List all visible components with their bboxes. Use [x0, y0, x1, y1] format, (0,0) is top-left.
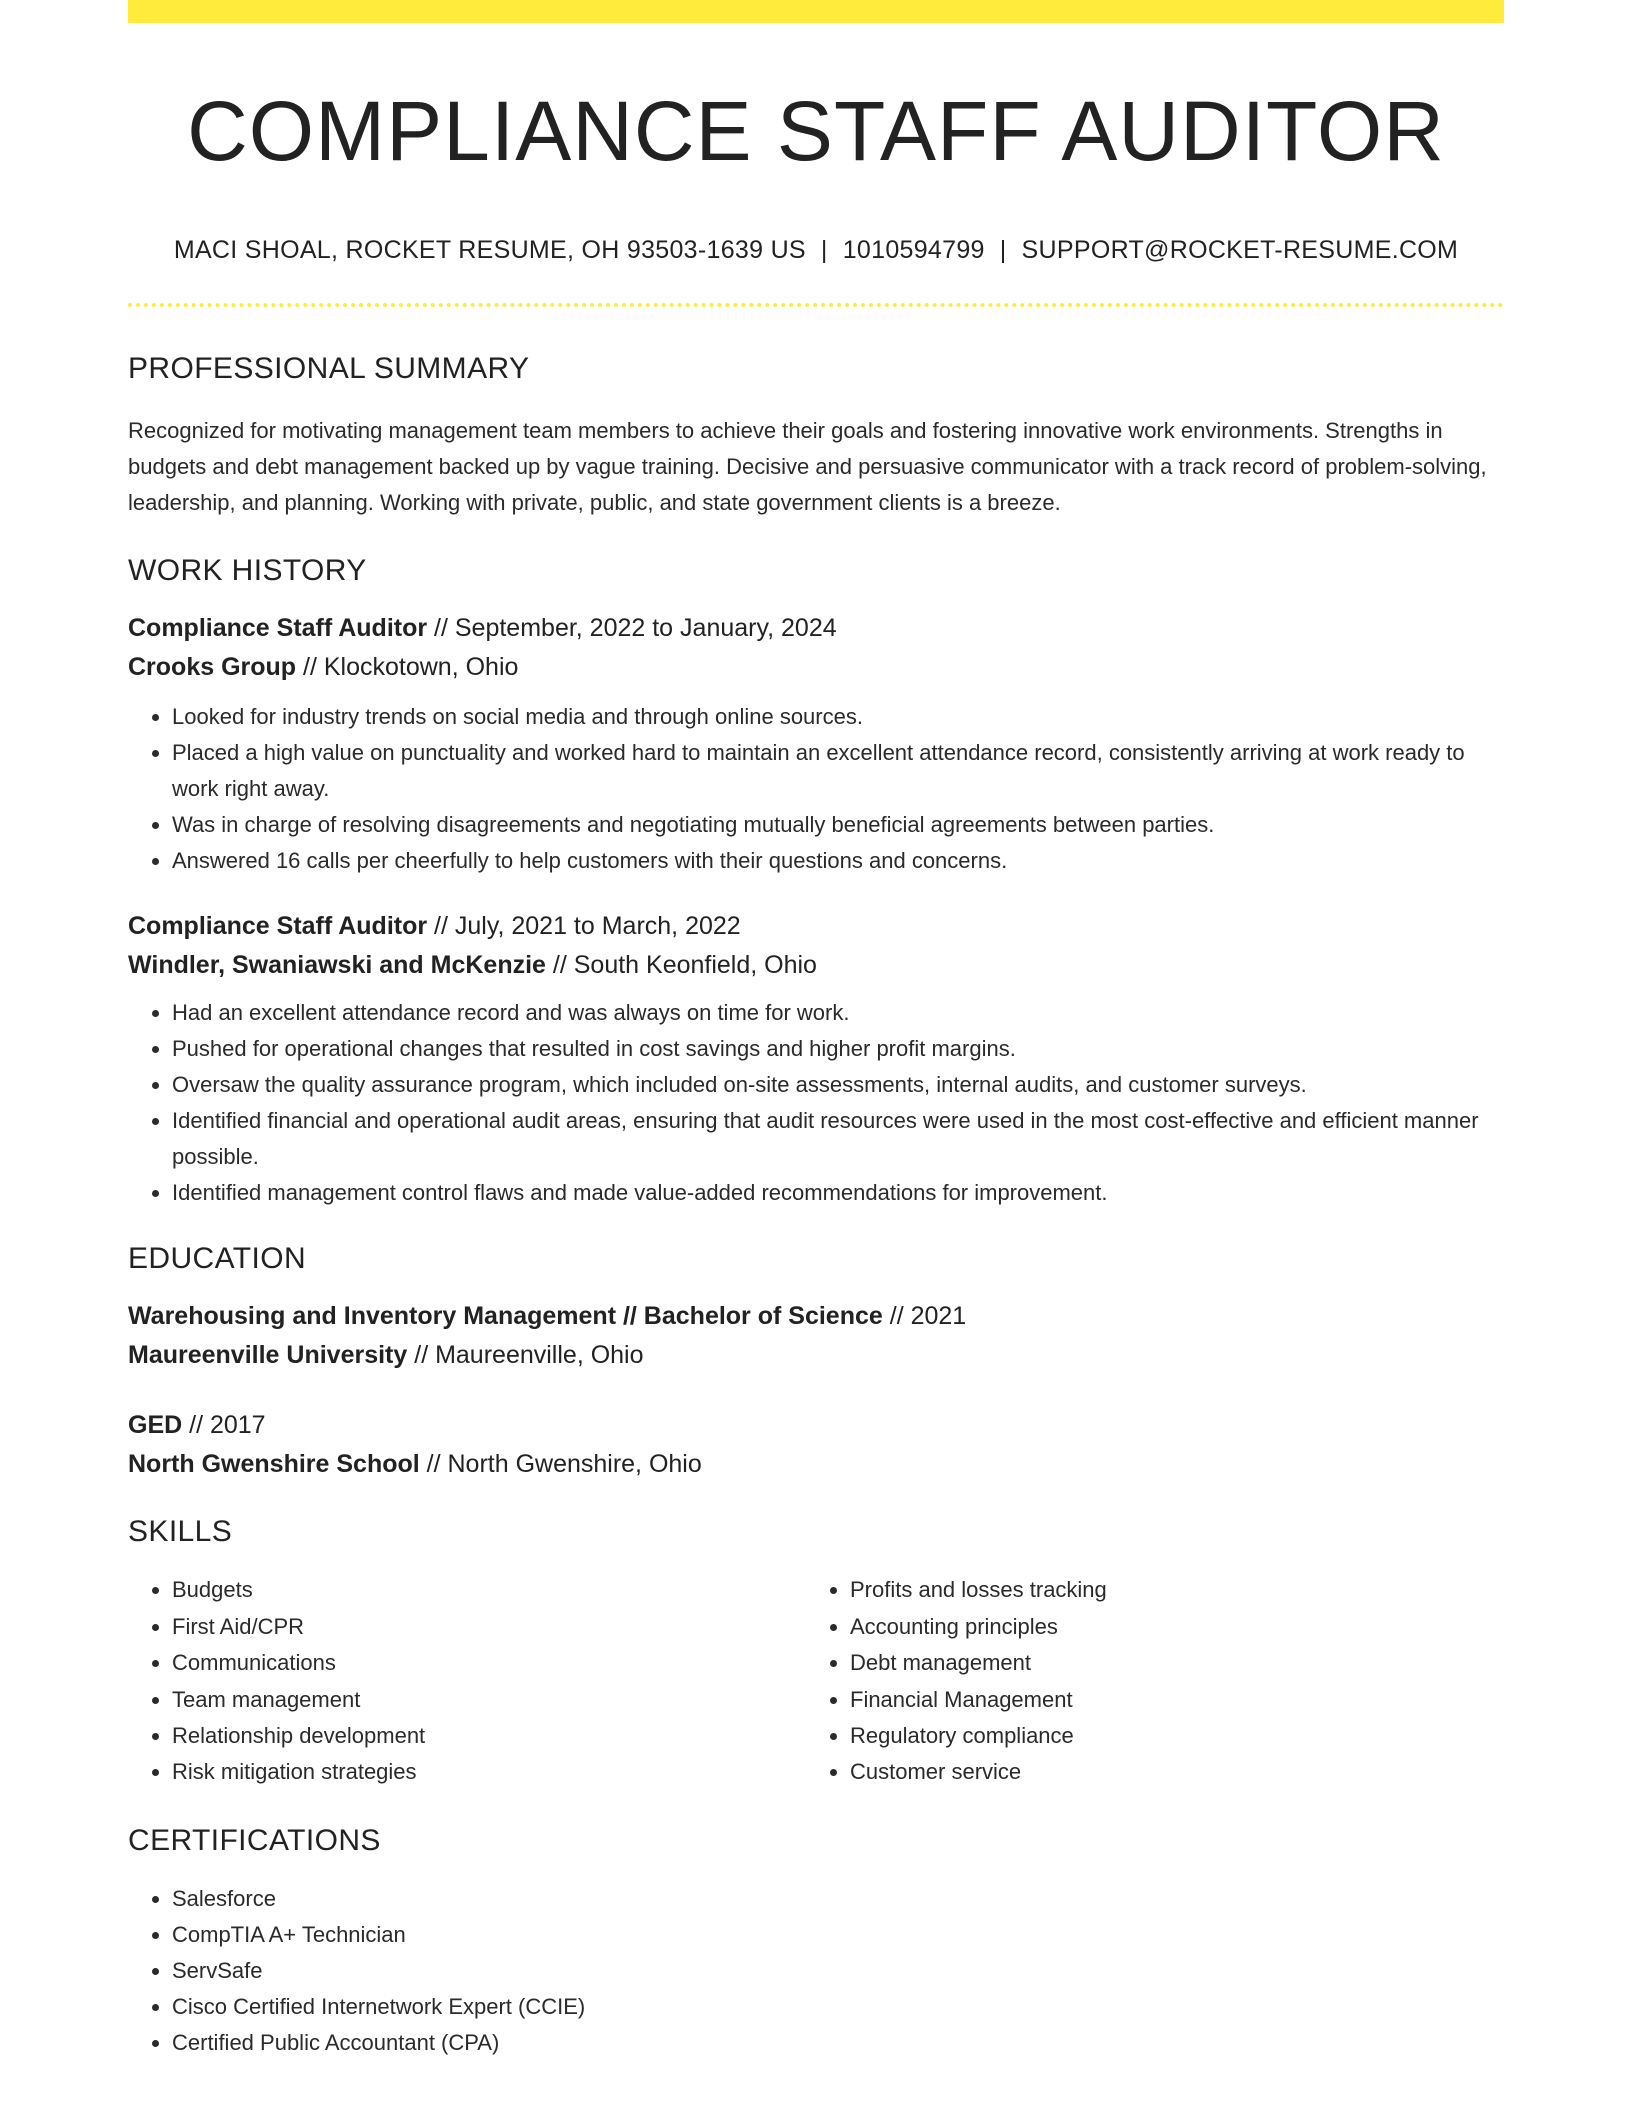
degree-line — [128, 1406, 1504, 1445]
job-entry — [128, 609, 1504, 879]
list-item: • ServSafe — [172, 1953, 1504, 1989]
page-title: COMPLIANCE STAFF AUDITOR — [187, 84, 1445, 178]
section-heading-skills: SKILLS — [128, 1515, 233, 1549]
list-item: • Was in charge of resolving disagreements and negotiating mutually beneficial agreements between parties. — [172, 807, 1504, 843]
job-dates: // July, 2021 to March, 2022 — [427, 912, 741, 941]
list-item: • Customer service — [850, 1754, 1484, 1790]
list-item: • Looked for industry trends on social media and through online sources. — [172, 699, 1504, 735]
list-item: • Identified management control flaws and made value-added recommendations for improvement. — [172, 1175, 1504, 1211]
school-location: // North Gwenshire, Ohio — [419, 1450, 702, 1479]
top-accent-bar — [128, 0, 1504, 23]
job-dates: // September, 2022 to January, 2024 — [427, 614, 837, 643]
contact-email: SUPPORT@ROCKET-RESUME.COM — [1021, 236, 1459, 265]
skills-section — [128, 1514, 1504, 1790]
skills-column-left — [128, 1572, 806, 1790]
section-heading-work-history: WORK HISTORY — [128, 554, 367, 588]
graduation-year: // 2017 — [182, 1411, 266, 1440]
contact-separator: | — [820, 236, 828, 265]
list-item: • CompTIA A+ Technician — [172, 1917, 1504, 1953]
list-item: • Certified Public Accountant (CPA) — [172, 2025, 1504, 2061]
work-history-section — [128, 553, 1504, 1211]
list-item: • Answered 16 calls per cheerfully to help customers with their questions and concerns. — [172, 843, 1504, 879]
school-line — [128, 1445, 1504, 1484]
list-item: • Budgets — [172, 1572, 806, 1608]
list-item: • Communications — [172, 1645, 806, 1681]
section-heading-certifications: CERTIFICATIONS — [128, 1823, 381, 1857]
job-company-line — [128, 946, 1504, 985]
contact-info — [128, 235, 1504, 265]
degree: GED — [128, 1411, 183, 1440]
list-item: • Profits and losses tracking — [850, 1572, 1484, 1608]
education-section — [128, 1241, 1504, 1484]
certifications-list — [128, 1881, 1504, 2061]
list-item: • Identified financial and operational audit areas, ensuring that audit resources were used in the most cost-effective and efficient manner possible. — [172, 1103, 1504, 1175]
job-title: Compliance Staff Auditor — [128, 912, 428, 941]
summary-section — [128, 351, 1504, 521]
school-name: North Gwenshire School — [128, 1450, 420, 1479]
job-bullets — [128, 699, 1504, 879]
section-heading-education: EDUCATION — [128, 1242, 307, 1276]
job-location: // South Keonfield, Ohio — [545, 951, 817, 980]
summary-text: Recognized for motivating management team members to achieve their goals and fostering innovative work environments. Strengths in budgets and debt management backed up by vague training. Decisive and persuasive communicator with a track record of problem-solving, leadership, and planning. Working with private, public, and state government clients is a breeze. — [128, 418, 1487, 516]
resume-page — [128, 0, 1504, 2061]
job-title-line — [128, 609, 1504, 648]
skills-grid — [128, 1572, 1504, 1790]
list-item: • Relationship development — [172, 1718, 806, 1754]
list-item: • Salesforce — [172, 1881, 1504, 1917]
job-company-line — [128, 648, 1504, 687]
list-item: • Cisco Certified Internetwork Expert (CCIE) — [172, 1989, 1504, 2025]
job-company: Windler, Swaniawski and McKenzie — [128, 951, 546, 980]
school-location: // Maureenville, Ohio — [407, 1341, 644, 1370]
school-name: Maureenville University — [128, 1341, 408, 1370]
skills-column-right — [806, 1572, 1484, 1790]
list-item: • Financial Management — [850, 1682, 1484, 1718]
job-bullets — [128, 995, 1504, 1211]
section-heading-summary: PROFESSIONAL SUMMARY — [128, 352, 530, 386]
certifications-section — [128, 1823, 1504, 2061]
list-item: • Placed a high value on punctuality and worked hard to maintain an excellent attendance record, consistently arriving at work ready to work right away. — [172, 735, 1504, 807]
degree: Warehousing and Inventory Management // Bachelor of Science — [128, 1302, 883, 1331]
list-item: • Had an excellent attendance record and was always on time for work. — [172, 995, 1504, 1031]
graduation-year: // 2021 — [882, 1302, 967, 1331]
contact-separator: | — [999, 236, 1007, 265]
education-entry — [128, 1406, 1504, 1484]
list-item: • Risk mitigation strategies — [172, 1754, 806, 1790]
list-item: • Oversaw the quality assurance program, which included on-site assessments, internal audits, and customer surveys. — [172, 1067, 1504, 1103]
degree-line — [128, 1297, 1504, 1336]
education-entry — [128, 1297, 1504, 1375]
list-item: • First Aid/CPR — [172, 1609, 806, 1645]
school-line — [128, 1336, 1504, 1375]
job-entry — [128, 907, 1504, 1211]
dotted-divider — [128, 303, 1504, 307]
job-title-line — [128, 907, 1504, 946]
contact-address: MACI SHOAL, ROCKET RESUME, OH 93503-1639 US — [173, 236, 806, 265]
list-item: • Regulatory compliance — [850, 1718, 1484, 1754]
list-item: • Team management — [172, 1682, 806, 1718]
list-item: • Pushed for operational changes that resulted in cost savings and higher profit margins. — [172, 1031, 1504, 1067]
job-location: // Klockotown, Ohio — [296, 653, 519, 682]
contact-phone: 1010594799 — [842, 236, 985, 265]
list-item: • Accounting principles — [850, 1609, 1484, 1645]
job-company: Crooks Group — [128, 653, 297, 682]
list-item: • Debt management — [850, 1645, 1484, 1681]
job-title: Compliance Staff Auditor — [128, 614, 428, 643]
